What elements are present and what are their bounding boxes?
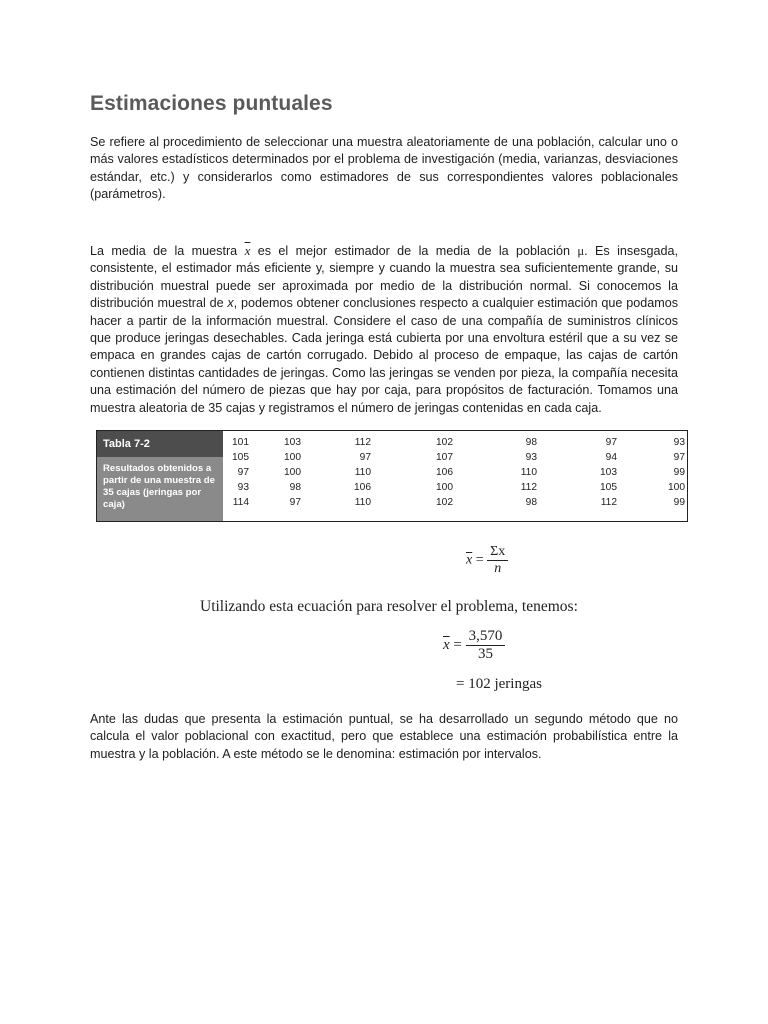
paragraph-sample-mean <box>90 242 678 417</box>
table-cell: 112 <box>520 482 537 493</box>
table-cell: 98 <box>289 482 301 493</box>
table-cell: 100 <box>284 452 301 463</box>
table-cell: 97 <box>359 452 371 463</box>
table-cell: 97 <box>673 452 685 463</box>
x-italic: x <box>227 296 234 311</box>
paragraph-interval-estimation: Ante las dudas que presenta la estimación puntual, se ha desarrollado un segundo método que no calcula el valor poblacional con exactitud, pero que establece una estimación probabilística entre la muestra y la población. A este método se le denomina: estimación por intervalos. <box>90 712 678 761</box>
table-cell: 101 <box>232 437 249 448</box>
table-cell: 98 <box>525 437 537 448</box>
formula-lhs: $\overline{x}$ <box>466 552 473 568</box>
table-cell: 93 <box>673 437 685 448</box>
table-cell: 110 <box>354 497 371 508</box>
table-cell: 110 <box>354 467 371 478</box>
table-cell: 107 <box>436 452 453 463</box>
table-cell: 106 <box>436 467 453 478</box>
table-cell: 105 <box>232 452 249 463</box>
formula-lhs: $\overline{x}$ <box>443 636 450 653</box>
table-grid <box>223 431 687 521</box>
table-cell: 100 <box>668 482 685 493</box>
page-title: Estimaciones puntuales <box>90 92 333 115</box>
formula-result: = 102 jeringas <box>456 676 542 692</box>
table-cell: 102 <box>436 497 453 508</box>
paragraph-definition: Se refiere al procedimiento de seleccionar una muestra aleatoriamente de una población, calcular uno o más valores estadísticos determinados por el problema de investigación (media, varianzas, desviaciones estándar, etc.) y considerarlos como estimadores de sus correspondientes valores poblacionales (parámetros). <box>90 135 678 202</box>
formula-mean-computation <box>443 628 505 663</box>
sample-mean-symbol: $\overline{x}$ <box>244 243 251 258</box>
table-cell: 103 <box>284 437 301 448</box>
table-cell: 112 <box>600 497 617 508</box>
serif-instruction-line: Utilizando esta ecuación para resolver el problema, tenemos: <box>200 598 578 615</box>
text-segment: . Es insesgada, consistente, el estimador más eficiente y, siempre y cuando la muestra sea suficientemente grande, su distribución muestral puede ser aproximada por medio de la distribución normal. Si conocemos la distribución muestral de <box>90 244 679 311</box>
fraction <box>487 544 508 577</box>
table-sidebar <box>97 431 223 521</box>
text-segment: La media de la muestra <box>90 244 238 258</box>
table-cell: 97 <box>605 437 617 448</box>
table-cell: 105 <box>600 482 617 493</box>
table-cell: 98 <box>525 497 537 508</box>
table-cell: 102 <box>436 437 453 448</box>
fraction-denominator: 35 <box>478 646 494 662</box>
table-cell: 93 <box>237 482 249 493</box>
table-caption: Resultados obtenidos a partir de una muestra de 35 cajas (jeringas por caja) <box>103 463 215 510</box>
fraction-numerator: Σx <box>487 544 508 561</box>
table-cell: 100 <box>284 467 301 478</box>
formula-mean-definition <box>466 544 508 577</box>
table-cell: 106 <box>354 482 371 493</box>
table-cell: 97 <box>237 467 249 478</box>
data-table <box>96 430 688 522</box>
fraction-denominator: n <box>494 561 502 576</box>
fraction-numerator: 3,570 <box>466 628 506 646</box>
text-segment: es el mejor estimador de la media de la población <box>257 244 570 258</box>
table-cell: 100 <box>436 482 453 493</box>
table-cell: 99 <box>673 497 685 508</box>
equals-sign: = <box>475 552 484 568</box>
table-cell: 94 <box>605 452 617 463</box>
table-cell: 97 <box>289 497 301 508</box>
table-cell: 103 <box>600 467 617 478</box>
equals-sign: = <box>453 636 462 653</box>
table-header: Tabla 7-2 <box>97 431 223 457</box>
fraction <box>466 628 506 663</box>
table-cell: 99 <box>673 467 685 478</box>
table-cell: 112 <box>354 437 371 448</box>
mu-symbol: μ <box>577 244 585 258</box>
text-segment: , podemos obtener conclusiones respecto a cualquier estimación que podamos hacer a partir de la información muestral. Considere el caso de una compañía de suministros clínicos que produce jeringas desechables. Cada jeringa está cubierta por una envoltura estéril que a su vez se empaca en grandes cajas de cartón corrugado. Debido al proceso de empaque, las cajas de cartón contienen distintas cantidades de jeringas. Como las jeringas se venden por pieza, la compañía necesita una estimación del número de piezas que hay por caja, para propósitos de facturación. Tomamos una muestra aleatoria de 35 cajas y registramos el número de jeringas contenidas en cada caja. <box>90 296 679 415</box>
table-cell: 110 <box>520 467 537 478</box>
table-cell: 93 <box>525 452 537 463</box>
table-cell: 114 <box>232 497 249 508</box>
